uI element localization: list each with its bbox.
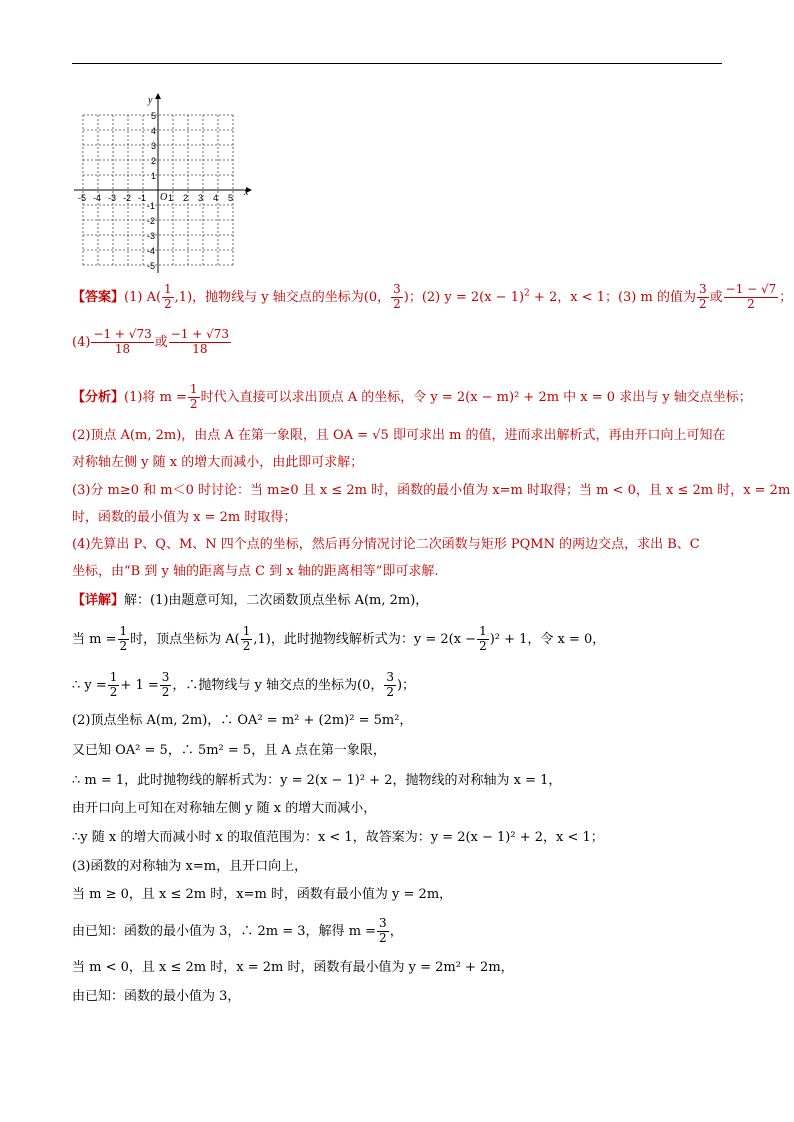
header-rule [72, 63, 722, 64]
analysis-line-3: 对称轴左侧 y 随 x 的增大而减小，由此即可求解； [72, 455, 364, 470]
x-tick-label: -3 [108, 193, 117, 203]
coordinate-grid-svg [74, 93, 254, 273]
fraction: $\frac{1}{2}$ [109, 670, 118, 699]
y-tick-label: -3 [147, 231, 156, 241]
analysis-label: 【分析】 [72, 389, 125, 405]
origin-label: O [160, 192, 168, 203]
fraction: $\frac{1}{2}$ [164, 282, 172, 311]
fraction: $\frac{1}{2}$ [479, 624, 487, 653]
analysis-line-6: (4)先算出 P、Q、M、N 四个点的坐标，然后再分情况讨论二次函数与矩形 PQMN 的两边交点，求出 B、C [72, 537, 700, 552]
detail-line-6: ∴ m = 1，此时抛物线的解析式为：y = 2(x − 1)² + 2，抛物线的对称轴为 x = 1， [72, 773, 562, 788]
x-tick-label: 4 [213, 193, 219, 203]
fraction: $\frac{1}{2}$ [119, 624, 128, 653]
detail-label: 【详解】 [72, 593, 125, 608]
analysis-line-2: (2)顶点 A(m, 2m)，由点 A 在第一象限，且 OA = √5 即可求出 m 的值，进而求出解析式，再由开口向上可知在 [72, 428, 726, 443]
fraction: $\frac{-1 + √73}{18}$ [170, 327, 230, 356]
fraction: $\frac{3}{2}$ [379, 916, 387, 945]
y-tick-label: 1 [151, 171, 157, 181]
analysis-line-7: 坐标，由“B 到 y 轴的距离与点 C 到 x 轴的距离相等”即可求解. [72, 564, 439, 579]
x-tick-label: -1 [138, 193, 147, 203]
x-tick-label: 1 [168, 193, 174, 203]
x-tick-label: 2 [183, 193, 189, 203]
detail-line-1: 【详解】解：(1)由题意可知，二次函数顶点坐标 A(m, 2m)， [72, 593, 429, 608]
y-tick-label: -1 [147, 201, 156, 211]
fraction: $\frac{3}{2}$ [386, 670, 394, 699]
fraction: $\frac{3}{2}$ [393, 282, 401, 311]
x-tick-label: -4 [93, 193, 102, 203]
answer-line-1: 【答案】(1) A( $\frac{1}{2}$ ,1)，抛物线与 y 轴交点的坐标为(0， $\frac{3}{2}$ )；(2) $y = 2(x - 1)^2 + 2$，x < 1；(3) m 的值为 $\frac{3}{2}$ 或 $\frac{-1 - √7}{2}$ ； [72, 282, 793, 311]
y-tick-label: 5 [151, 111, 157, 121]
fraction: $\frac{-1 - √7}{2}$ [725, 282, 777, 311]
fraction: $\frac{1}{2}$ [242, 624, 251, 653]
analysis-line-1: 【分析】(1)将 m = $\frac{1}{2}$ 时代入直接可以求出顶点 A 的坐标，令 y = 2(x − m)² + 2m 中 x = 0 求出与 y 轴交点坐标； [72, 382, 752, 411]
detail-line-8: ∴y 随 x 的增大而减小时 x 的取值范围为：x < 1，故答案为：y = 2(x − 1)² + 2，x < 1； [72, 830, 604, 845]
fraction: $\frac{3}{2}$ [161, 670, 170, 699]
y-axis-label: y [148, 95, 153, 106]
y-tick-label: -4 [147, 246, 156, 256]
x-tick-label: 5 [228, 193, 234, 203]
detail-line-5: 又已知 OA² = 5，∴ 5m² = 5，且 A 点在第一象限， [72, 743, 386, 758]
answer-line-2: (4) $\frac{-1 + √73}{18}$ 或 $\frac{-1 + √73}{18}$ [72, 327, 230, 356]
x-tick-label: -5 [78, 193, 87, 203]
detail-line-2: 当 m = $\frac{1}{2}$ 时，顶点坐标为 A( $\frac{1}{2}$ ,1)，此时抛物线解析式为：y = 2(x − $\frac{1}{2}$ )² + 1，令 x = 0， [72, 624, 606, 653]
x-tick-label: -2 [123, 193, 132, 203]
x-axis-label: x [244, 187, 249, 198]
detail-line-7: 由开口向上可知在对称轴左侧 y 随 x 的增大而减小， [72, 801, 377, 816]
detail-line-10: 当 m ≥ 0，且 x ≤ 2m 时，x=m 时，函数有最小值为 y = 2m， [72, 887, 453, 902]
y-tick-label: 2 [151, 156, 157, 166]
y-axis-arrow [155, 93, 161, 99]
coordinate-grid [74, 93, 254, 273]
detail-line-9: (3)函数的对称轴为 x=m，且开口向上， [72, 859, 308, 874]
answer-label: 【答案】 [72, 289, 125, 305]
analysis-line-5: 时，函数的最小值为 x = 2m 时取得； [72, 510, 297, 525]
x-tick-label: 3 [198, 193, 204, 203]
detail-line-11: 由已知：函数的最小值为 3，∴ 2m = 3，解得 m = $\frac{3}{2}$ ， [72, 916, 403, 945]
detail-line-12: 当 m < 0，且 x ≤ 2m 时，x = 2m 时，函数有最小值为 y = 2m² + 2m， [72, 960, 514, 975]
fraction: $\frac{-1 + √73}{18}$ [93, 327, 152, 356]
analysis-line-4: (3)分 m≥0 和 m＜0 时讨论：当 m≥0 且 x ≤ 2m 时，函数的最小值为 x=m 时取得；当 m < 0，且 x ≤ 2m 时，x = 2m [72, 483, 791, 498]
detail-line-13: 由已知：函数的最小值为 3， [72, 989, 241, 1004]
detail-line-4: (2)顶点坐标 A(m, 2m)，∴ OA² = m² + (2m)² = 5m²， [72, 713, 413, 728]
y-tick-label: 4 [151, 126, 157, 136]
y-tick-label: 3 [151, 141, 157, 151]
fraction: $\frac{3}{2}$ [698, 282, 707, 311]
y-tick-label: -2 [147, 216, 156, 226]
fraction: $\frac{1}{2}$ [189, 382, 198, 411]
detail-line-3: ∴ y = $\frac{1}{2}$ + 1 = $\frac{3}{2}$ ，∴抛物线与 y 轴交点的坐标为(0， $\frac{3}{2}$ )； [72, 670, 416, 699]
y-tick-label: -5 [147, 261, 156, 271]
